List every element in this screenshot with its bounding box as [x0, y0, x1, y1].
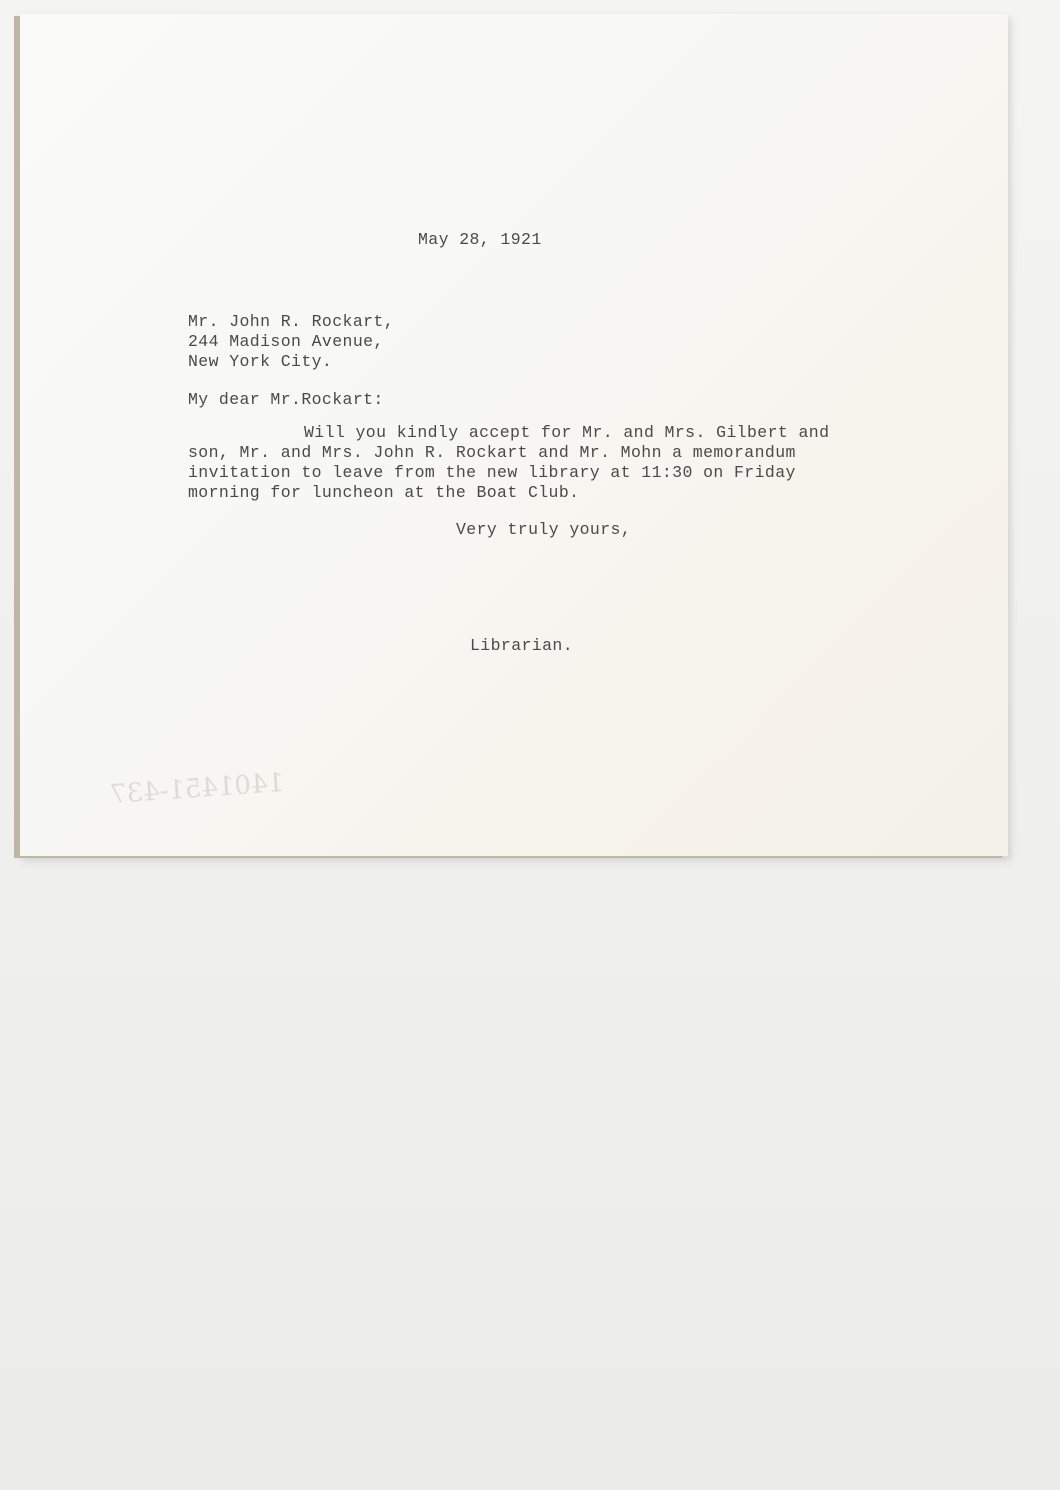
recipient-street: 244 Madison Avenue, — [188, 332, 384, 351]
signature-title: Librarian. — [470, 636, 574, 655]
recipient-name: Mr. John R. Rockart, — [188, 312, 395, 331]
body-line: Will you kindly accept for Mr. and Mrs. Gilbert and — [304, 423, 830, 442]
pencil-note: 1401451-437 — [109, 767, 286, 811]
recipient-city: New York City. — [188, 352, 333, 371]
body-line: invitation to leave from the new library at 11:30 on Friday — [188, 463, 796, 482]
closing: Very truly yours, — [456, 520, 632, 539]
letter-date: May 28, 1921 — [418, 230, 542, 249]
body-line: morning for luncheon at the Boat Club. — [188, 483, 580, 502]
body-line: son, Mr. and Mrs. John R. Rockart and Mr. Mohn a memorandum — [188, 443, 796, 462]
salutation: My dear Mr.Rockart: — [188, 390, 384, 409]
